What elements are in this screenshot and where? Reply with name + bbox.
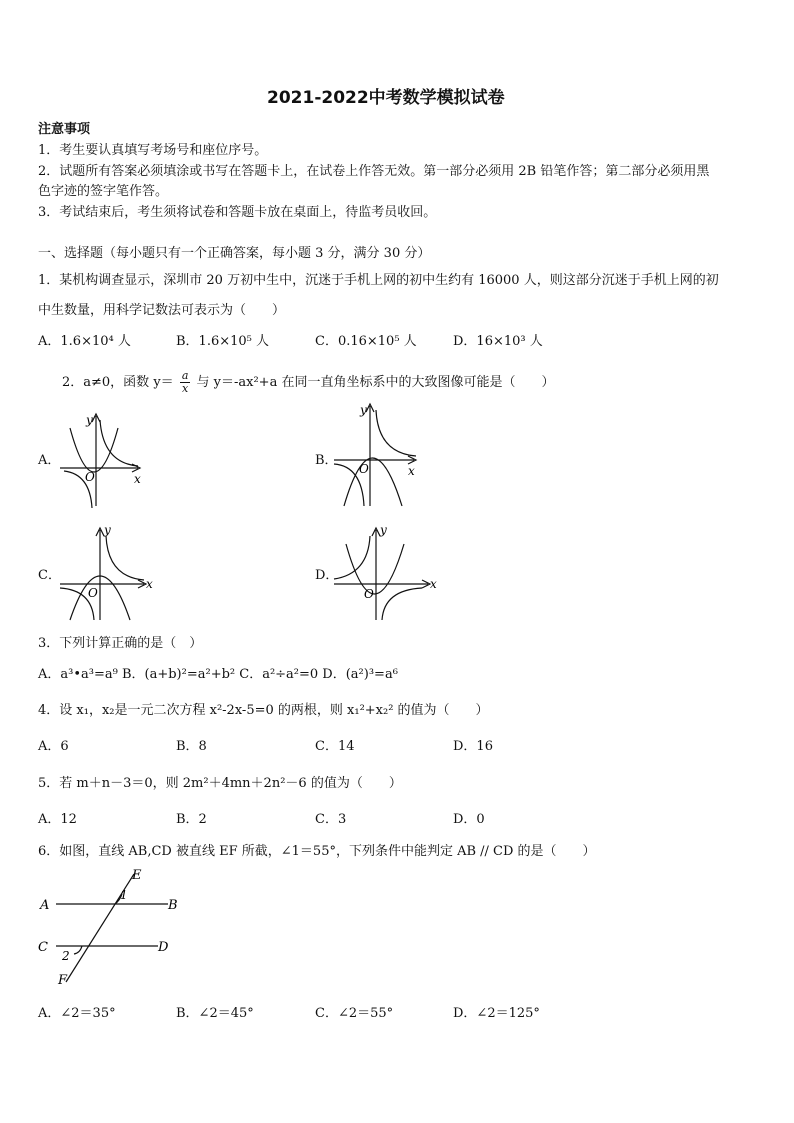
- point-label-a: A: [40, 898, 50, 913]
- axis-label-x: x: [146, 577, 153, 591]
- axis-label-x: x: [430, 577, 437, 591]
- origin-label: O: [85, 470, 95, 484]
- section-heading: 一、选择题（每小题只有一个正确答案，每小题 3 分，满分 30 分）: [38, 246, 431, 261]
- fraction-denominator: x: [181, 382, 189, 395]
- question-2-fraction: [180, 370, 191, 395]
- question-5-option-d: D．0: [453, 812, 485, 827]
- point-label-f: F: [58, 973, 68, 988]
- hyperbola-branch-2: [382, 588, 422, 620]
- question-2-option-a: A．: [38, 453, 61, 468]
- question-2-option-d: D．: [315, 568, 339, 583]
- question-2-option-c: C．: [38, 568, 61, 583]
- question-3-options: A．a³•a³=a⁹ B．(a+b)²=a²+b² C．a²÷a²=0 D．(a²)³=a⁶: [38, 667, 398, 682]
- parallel-lines-figure: [36, 866, 186, 990]
- question-4-option-a: A．6: [38, 739, 69, 754]
- angle-label-2: 2: [62, 949, 70, 963]
- question-5-stem: 5．若 m＋n－3＝0，则 2m²＋4mn＋2n²－6 的值为（ ）: [38, 776, 402, 791]
- page-title: 2021-2022中考数学模拟试卷: [267, 88, 505, 108]
- point-label-d: D: [158, 940, 169, 955]
- hyperbola-branch-1: [376, 410, 416, 456]
- hyperbola-branch-1: [100, 420, 138, 466]
- question-1-option-c: C．0.16×10⁵ 人: [315, 334, 417, 349]
- question-2-stem: [62, 370, 554, 395]
- question-5-option-c: C．3: [315, 812, 347, 827]
- question-1-stem: 中生数量，用科学记数法可表示为（ ）: [38, 303, 286, 318]
- question-6-option-a: A．∠2＝35°: [38, 1006, 116, 1021]
- axis-label-x: x: [134, 472, 141, 486]
- notice-item: 2．试题所有答案必须填涂或书写在答题卡上，在试卷上作答无效。第一部分必须用 2B 铅笔作答；第二部分必须用黑: [38, 164, 710, 179]
- parabola: [344, 458, 402, 506]
- fraction-numerator: a: [181, 369, 189, 382]
- question-4-stem: 4．设 x₁，x₂是一元二次方程 x²-2x-5=0 的两根，则 x₁²+x₂² 的值为（ ）: [38, 703, 489, 718]
- graph-a: [58, 408, 158, 508]
- question-4-option-d: D．16: [453, 739, 493, 754]
- origin-label: O: [359, 462, 369, 476]
- question-3-stem: 3．下列计算正确的是（ ）: [38, 636, 203, 651]
- question-4-option-c: C．14: [315, 739, 355, 754]
- question-4-option-b: B．8: [176, 739, 207, 754]
- question-6-option-b: B．∠2＝45°: [176, 1006, 254, 1021]
- question-6-option-d: D．∠2＝125°: [453, 1006, 540, 1021]
- question-6-stem: 6．如图，直线 AB,CD 被直线 EF 所截，∠1＝55°，下列条件中能判定 AB // CD 的是（ ）: [38, 844, 596, 859]
- question-1-option-b: B．1.6×10⁵ 人: [176, 334, 270, 349]
- graph-c: [58, 522, 158, 622]
- notice-item: 1．考生要认真填写考场号和座位序号。: [38, 143, 268, 158]
- origin-label: O: [364, 587, 374, 601]
- axis-label-y: y: [360, 403, 367, 417]
- hyperbola-branch-1: [106, 536, 144, 580]
- graph-b: [332, 398, 432, 508]
- parabola: [70, 428, 118, 472]
- question-1-option-d: D．16×10³ 人: [453, 334, 543, 349]
- parabola: [346, 544, 404, 594]
- point-label-e: E: [132, 868, 142, 883]
- point-label-b: B: [168, 898, 178, 913]
- angle-label-1: 1: [120, 888, 128, 902]
- origin-label: O: [88, 586, 98, 600]
- hyperbola-branch-1: [334, 536, 370, 579]
- axis-label-y: y: [380, 523, 387, 537]
- axis-label-x: x: [408, 464, 415, 478]
- question-1-stem: 1．某机构调查显示，深圳市 20 万初中生中，沉迷于手机上网的初中生约有 16000 人，则这部分沉迷于手机上网的初: [38, 273, 719, 288]
- notice-heading: 注意事项: [38, 122, 91, 137]
- point-label-c: C: [38, 940, 48, 955]
- question-2-stem-suffix: 与 y＝-ax²+a 在同一直角坐标系中的大致图像可能是（ ）: [196, 375, 555, 390]
- axis-label-y: y: [104, 523, 111, 537]
- notice-item: 色字迹的签字笔作答。: [38, 184, 169, 199]
- graph-d: [332, 522, 437, 622]
- question-6-option-c: C．∠2＝55°: [315, 1006, 394, 1021]
- question-2-option-b: B．: [315, 453, 338, 468]
- question-1-option-a: A．1.6×10⁴ 人: [38, 334, 131, 349]
- axis-label-y: y: [86, 413, 93, 427]
- question-2-stem-prefix: 2．a≠0，函数 y＝: [62, 375, 174, 390]
- angle-2-arc: [74, 946, 82, 954]
- question-5-option-a: A．12: [38, 812, 77, 827]
- notice-item: 3．考试结束后，考生须将试卷和答题卡放在桌面上，待监考员收回。: [38, 205, 437, 220]
- question-5-option-b: B．2: [176, 812, 207, 827]
